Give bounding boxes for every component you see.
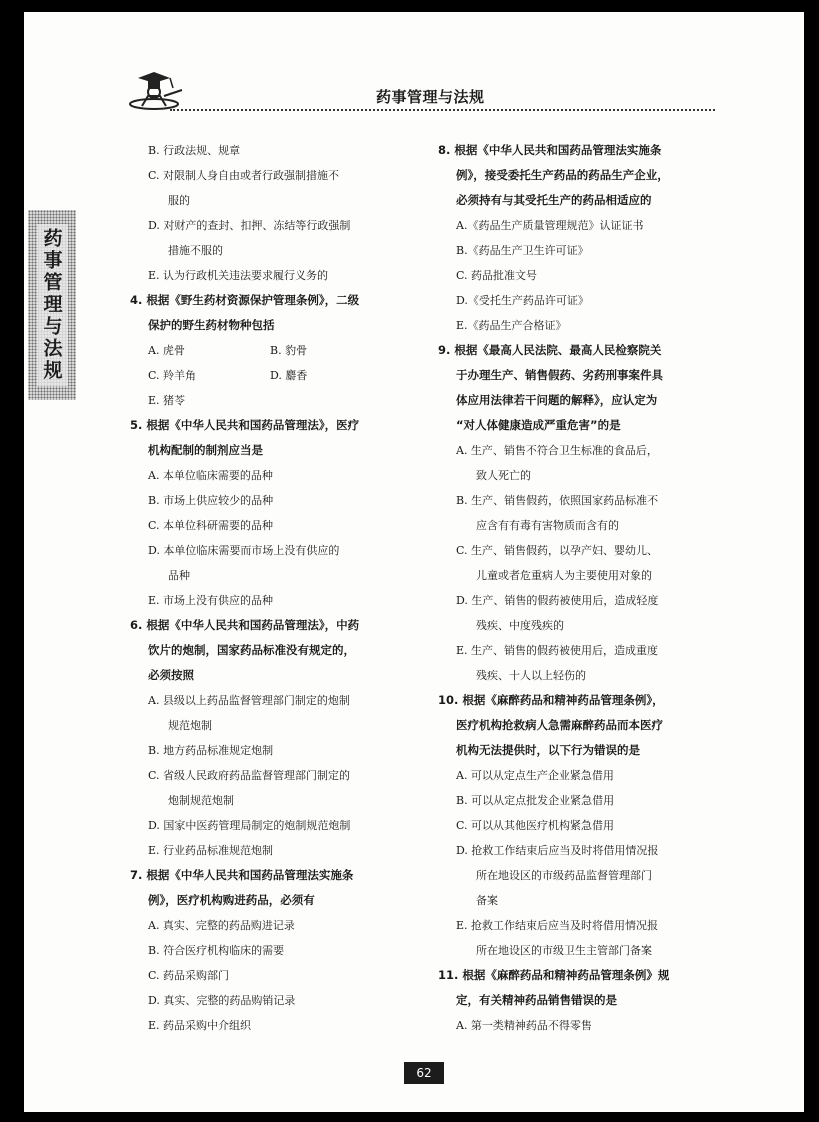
answer-option: D. 国家中医药管理局制定的炮制规范炮制 (148, 819, 351, 832)
answer-option: A. 县级以上药品监督管理部门制定的炮制 (148, 694, 350, 707)
answer-option-continuation: 措施不服的 (168, 244, 223, 257)
side-section-tab (28, 210, 76, 400)
answer-option-continuation: 所在地设区的市级药品监督管理部门 (476, 869, 652, 882)
answer-option-continuation: 致人死亡的 (476, 469, 531, 482)
answer-option: D. 真实、完整的药品购销记录 (148, 994, 296, 1007)
answer-option: B. 市场上供应较少的品种 (148, 494, 274, 507)
answer-option: D. 对财产的查封、扣押、冻结等行政强制 (148, 219, 351, 232)
answer-option: B.《药品生产卫生许可证》 (456, 244, 589, 257)
question-stem-continuation: 保护的野生药材物种包括 (148, 318, 275, 332)
answer-option: D. 抢救工作结束后应当及时将借用情况报 (456, 844, 659, 857)
answer-option: D. 生产、销售的假药被使用后，造成轻度 (456, 594, 659, 607)
answer-option: A. 真实、完整的药品购进记录 (148, 919, 295, 932)
answer-option-continuation: 儿童或者危重病人为主要使用对象的 (476, 569, 652, 582)
answer-option: C. 药品批准文号 (456, 269, 538, 282)
answer-option: C. 可以从其他医疗机构紧急借用 (456, 819, 615, 832)
answer-option: C. 生产、销售假药，以孕产妇、婴幼儿、 (456, 544, 659, 557)
question-stem: 6. 根据《中华人民共和国药品管理法》，中药 (130, 618, 360, 632)
answer-option-continuation: 应含有有毒有害物质而含有的 (476, 519, 619, 532)
answer-option-continuation: 服的 (168, 194, 190, 207)
left-column (130, 138, 412, 1038)
scholar-mascot-logo (124, 68, 184, 113)
answer-option-continuation: 备案 (476, 894, 498, 907)
side-tab-label: 药事管理与法规 (37, 224, 68, 386)
answer-option: C. 羚羊角 (148, 369, 197, 382)
answer-option: A. 可以从定点生产企业紧急借用 (456, 769, 614, 782)
question-stem-continuation: “对人体健康造成严重危害”的是 (456, 418, 621, 432)
running-header-title: 药事管理与法规 (376, 88, 485, 106)
page-number: 62 (404, 1062, 444, 1084)
answer-option: C. 对限制人身自由或者行政强制措施不 (148, 169, 340, 182)
answer-option-continuation: 残疾、中度残疾的 (476, 619, 564, 632)
answer-option: B. 符合医疗机构临床的需要 (148, 944, 285, 957)
answer-option-continuation: 残疾、十人以上轻伤的 (476, 669, 586, 682)
answer-option: E. 药品采购中介组织 (148, 1019, 252, 1032)
answer-option: A. 第一类精神药品不得零售 (456, 1019, 592, 1032)
option-pair-row (130, 338, 412, 363)
question-stem: 5. 根据《中华人民共和国药品管理法》，医疗 (130, 418, 360, 432)
answer-option: E. 市场上没有供应的品种 (148, 594, 274, 607)
question-stem-continuation: 饮片的炮制，国家药品标准没有规定的， (148, 643, 355, 657)
question-stem-continuation: 医疗机构抢救病人急需麻醉药品而本医疗 (456, 718, 663, 732)
answer-option: A. 虎骨 (148, 344, 185, 357)
answer-option: A. 生产、销售不符合卫生标准的食品后， (456, 444, 658, 457)
option-pair-row (130, 363, 412, 388)
answer-option: B. 行政法规、规章 (148, 144, 241, 157)
question-stem-continuation: 例》，接受委托生产药品的药品生产企业， (456, 168, 669, 182)
answer-option: D. 麝香 (270, 369, 308, 382)
answer-option: E. 猪苓 (148, 394, 186, 407)
answer-option: E. 抢救工作结束后应当及时将借用情况报 (456, 919, 659, 932)
question-stem: 9. 根据《最高人民法院、最高人民检察院关 (438, 343, 662, 357)
answer-option: B. 豹骨 (270, 344, 308, 357)
right-column (438, 138, 718, 1038)
answer-option-continuation: 规范炮制 (168, 719, 212, 732)
question-stem-continuation: 体应用法律若干问题的解释》，应认定为 (456, 393, 658, 407)
answer-option: C. 省级人民政府药品监督管理部门制定的 (148, 769, 351, 782)
answer-option: C. 本单位科研需要的品种 (148, 519, 274, 532)
question-stem: 11. 根据《麻醉药品和精神药品管理条例》规 (438, 968, 670, 982)
question-stem: 8. 根据《中华人民共和国药品管理法实施条 (438, 143, 662, 157)
question-stem-continuation: 于办理生产、销售假药、劣药刑事案件具 (456, 368, 663, 382)
answer-option: E. 行业药品标准规范炮制 (148, 844, 274, 857)
question-stem: 10. 根据《麻醉药品和精神药品管理条例》， (438, 693, 664, 707)
answer-option: B. 可以从定点批发企业紧急借用 (456, 794, 615, 807)
answer-option-continuation: 所在地设区的市级卫生主管部门备案 (476, 944, 652, 957)
answer-option: B. 地方药品标准规定炮制 (148, 744, 274, 757)
question-stem-continuation: 机构配制的制剂应当是 (148, 443, 263, 457)
question-stem-continuation: 定，有关精神药品销售错误的是 (456, 993, 617, 1007)
answer-option: A.《药品生产质量管理规范》认证证书 (456, 219, 644, 232)
answer-option-continuation: 炮制规范炮制 (168, 794, 234, 807)
answer-option: E. 生产、销售的假药被使用后，造成重度 (456, 644, 659, 657)
question-stem-continuation: 必须持有与其受托生产的药品相适应的 (456, 193, 652, 207)
answer-option: B. 生产、销售假药，依照国家药品标准不 (456, 494, 659, 507)
question-stem: 7. 根据《中华人民共和国药品管理法实施条 (130, 868, 354, 882)
answer-option: A. 本单位临床需要的品种 (148, 469, 273, 482)
answer-option: D.《受托生产药品许可证》 (456, 294, 589, 307)
answer-option-continuation: 品种 (168, 569, 190, 582)
question-stem: 4. 根据《野生药材资源保护管理条例》，二级 (130, 293, 360, 307)
answer-option: D. 本单位临床需要而市场上没有供应的 (148, 544, 340, 557)
header-dotted-rule (170, 109, 715, 111)
answer-option: C. 药品采购部门 (148, 969, 230, 982)
question-stem-continuation: 必须按照 (148, 668, 194, 682)
question-stem-continuation: 例》，医疗机构购进药品，必须有 (148, 893, 315, 907)
answer-option: E. 认为行政机关违法要求履行义务的 (148, 269, 329, 282)
question-stem-continuation: 机构无法提供时，以下行为错误的是 (456, 743, 640, 757)
answer-option: E.《药品生产合格证》 (456, 319, 567, 332)
